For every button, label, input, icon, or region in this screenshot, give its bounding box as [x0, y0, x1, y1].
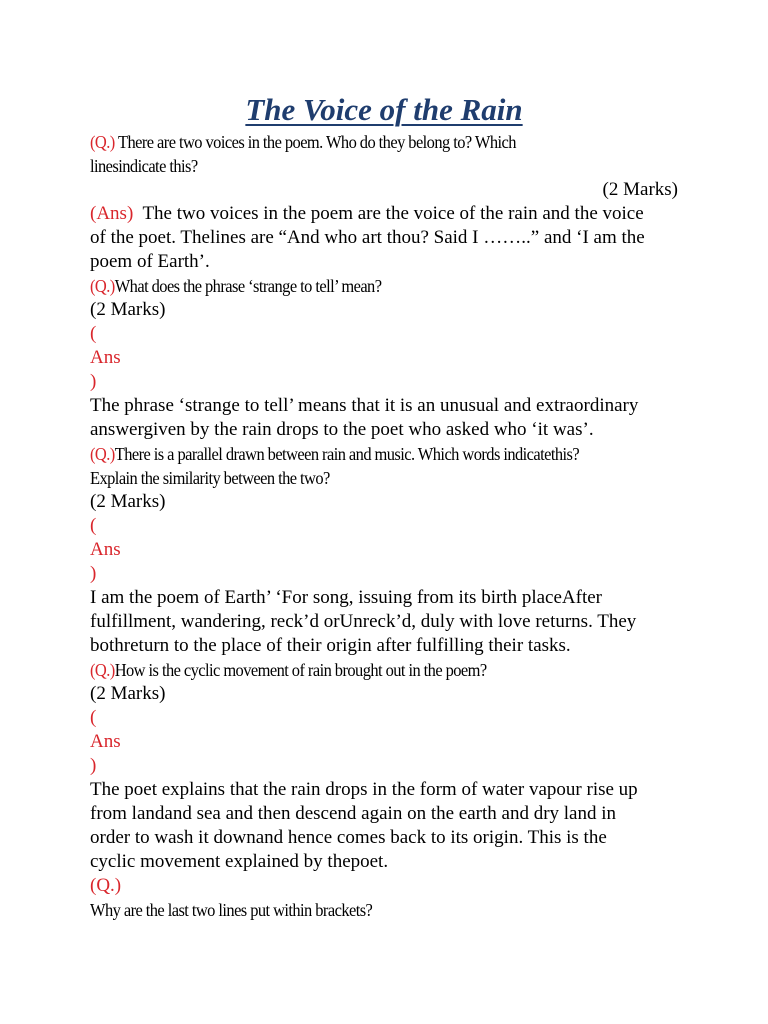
answer-word: Ans — [90, 347, 121, 368]
marks-label: (2 Marks) — [90, 491, 166, 512]
question-label: (Q.) — [90, 444, 115, 464]
question-label: (Q.) — [90, 276, 115, 296]
marks-label: (2 Marks) — [90, 299, 166, 320]
answer-close-bracket: ) — [90, 755, 97, 776]
answer-4-line-3: order to wash it downand hence comes back to its origin. This is the — [90, 827, 607, 848]
question-5-line-1: Why are the last two lines put within brackets? — [90, 900, 373, 920]
question-text: There are two voices in the poem. Who do they belong to? Which — [117, 132, 516, 152]
answer-close-bracket: ) — [90, 563, 97, 584]
marks-label: (2 Marks) — [602, 179, 678, 200]
question-1-line-1 — [90, 130, 516, 154]
question-4-line-1 — [90, 658, 487, 682]
question-text: How is the cyclic movement of rain brought out in the poem? — [114, 660, 487, 680]
answer-text: The two voices in the poem are the voice of the rain and the voice — [142, 203, 644, 224]
answer-label: (Ans) — [90, 203, 134, 224]
question-text: There is a parallel drawn between rain and music. Which words indicatethis? — [114, 444, 580, 464]
answer-open-bracket: ( — [90, 323, 97, 344]
answer-close-bracket: ) — [90, 371, 97, 392]
answer-4-line-1: The poet explains that the rain drops in the form of water vapour rise up — [90, 779, 638, 800]
page-title: The Voice of the Rain — [245, 92, 523, 127]
answer-word: Ans — [90, 539, 121, 560]
answer-2-line-2: answergiven by the rain drops to the poet who asked who ‘it was’. — [90, 419, 594, 440]
answer-1-line-3: poem of Earth’. — [90, 251, 210, 272]
question-2-line-1 — [90, 274, 381, 298]
question-1-line-2: linesindicate this? — [90, 156, 198, 176]
answer-2-line-1: The phrase ‘strange to tell’ means that it is an unusual and extraordinary — [90, 395, 639, 416]
answer-4-line-4: cyclic movement explained by thepoet. — [90, 851, 389, 872]
answer-4-line-2: from landand sea and then descend again on the earth and dry land in — [90, 803, 617, 824]
marks-label: (2 Marks) — [90, 683, 166, 704]
answer-3-line-3: bothreturn to the place of their origin after fulfilling their tasks. — [90, 635, 571, 656]
answer-open-bracket: ( — [90, 707, 97, 728]
question-label: (Q.) — [90, 132, 115, 152]
answer-3-line-2: fulfillment, wandering, reck’d orUnreck’d, duly with love returns. They — [90, 611, 637, 632]
question-label: (Q.) — [90, 875, 122, 896]
question-label: (Q.) — [90, 660, 115, 680]
question-text: What does the phrase ‘strange to tell’ mean? — [114, 276, 382, 296]
question-3-line-1 — [90, 442, 579, 466]
question-3-line-2: Explain the similarity between the two? — [90, 468, 330, 488]
answer-1-line-1 — [90, 202, 644, 226]
answer-1-line-2: of the poet. Thelines are “And who art thou? Said I ……..” and ‘I am the — [90, 227, 645, 248]
answer-word: Ans — [90, 731, 121, 752]
answer-3-line-1: I am the poem of Earth’ ‘For song, issuing from its birth placeAfter — [90, 587, 602, 608]
answer-open-bracket: ( — [90, 515, 97, 536]
